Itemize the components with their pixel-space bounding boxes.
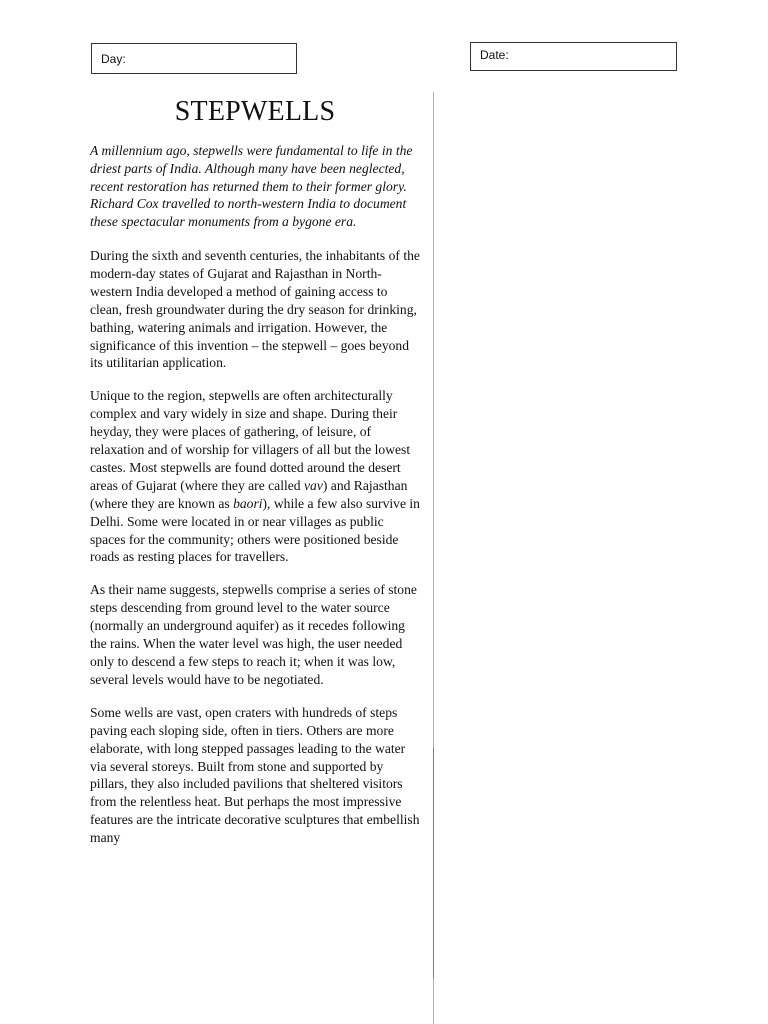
paragraph-3: As their name suggests, stepwells comprise a series of stone steps descending from ground level to the water source (normally an underground aquifer) as it recedes following the rains. When the water level was high, the user needed only to descend a few steps to reach it; when it was low, several levels would have to be negotiated. (90, 582, 417, 687)
term-vav: vav (303, 477, 323, 493)
day-field[interactable] (91, 43, 297, 74)
date-label: Date: (480, 48, 509, 62)
article-title: STEPWELLS (174, 96, 336, 127)
article (90, 96, 420, 862)
article-intro: A millennium ago, stepwells were fundamental to life in the driest parts of India. Although many have been neglected, recent restoration has returned them to their former glory. Richard Cox travelled to north-western India to document these spectacular monuments from a bygone era. (90, 143, 413, 230)
date-field[interactable] (470, 42, 677, 71)
day-label: Day: (101, 52, 126, 66)
paragraph-4: Some wells are vast, open craters with hundreds of steps paving each sloping side, often in tiers. Others are more elaborate, with long stepped passages leading to the water via several storeys. Built from stone and supported by pillars, they also included pavilions that sheltered visitors from the relentless heat. But perhaps the most impressive features are the intricate decorative sculptures that embellish many (90, 704, 420, 846)
column-divider-accent (433, 748, 434, 978)
paragraph-2-text-e: ), while a few also survive in Delhi. Some were located in or near villages as public spaces for the community; others were positioned beside roads as resting places for travellers. (90, 495, 420, 565)
paragraph-1: During the sixth and seventh centuries, the inhabitants of the modern-day states of Gujarat and Rajasthan in North-western India developed a method of gaining access to clean, fresh groundwater during the dry season for drinking, bathing, watering animals and irrigation. However, the significance of this invention – the stepwell – goes beyond its utilitarian application. (90, 247, 420, 371)
paragraph-2-text-a: Unique to the region, stepwells are often architecturally complex and vary widely in size and shape. During their heyday, they were places of gathering, of leisure, of relaxation and of worship for villagers of all but the lowest castes. Most stepwells are found dotted around the desert areas of Gujarat (where they are called (90, 388, 411, 493)
paragraph-2 (90, 387, 420, 566)
paragraph-2-text-c: ) and Rajasthan (where they are known as (90, 477, 408, 511)
term-baori: baori (233, 495, 263, 511)
